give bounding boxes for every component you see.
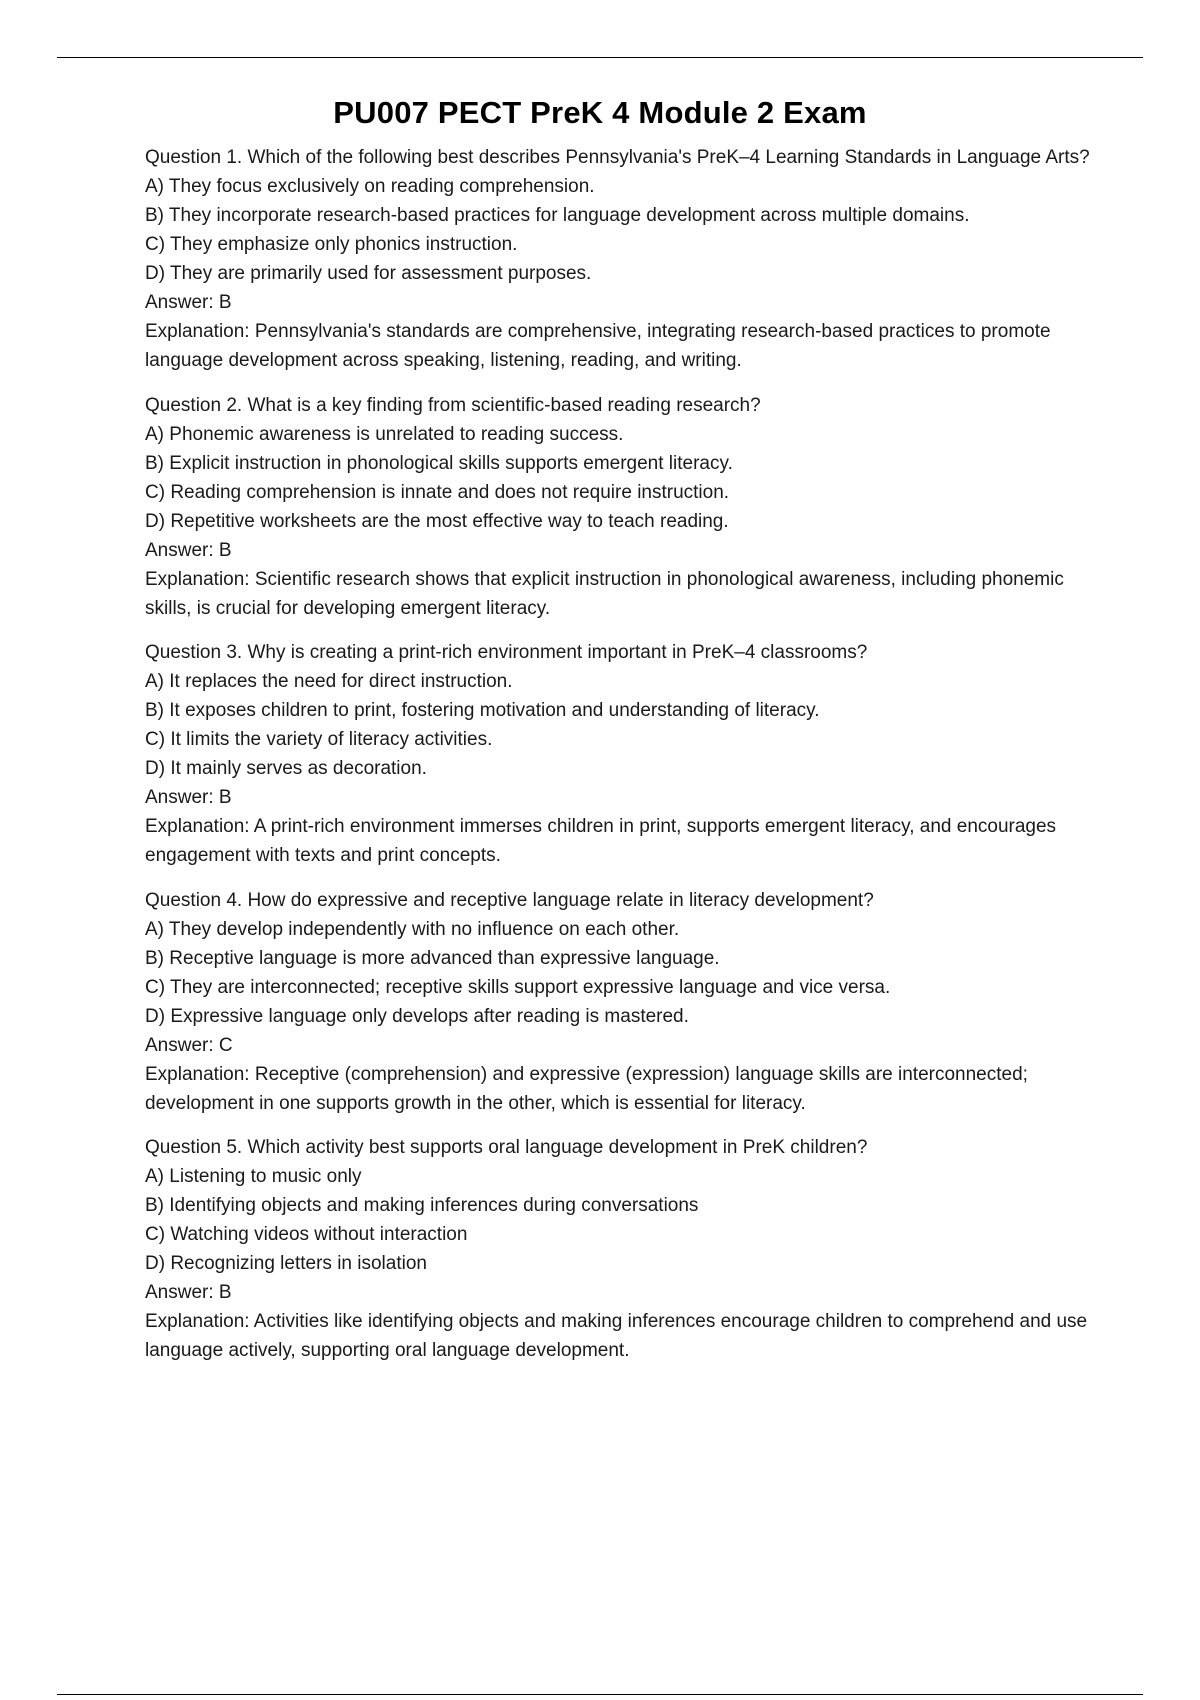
option-c: C) Watching videos without interaction	[145, 1224, 468, 1245]
option-d: D) They are primarily used for assessment purposes.	[145, 263, 592, 284]
option-b: B) Receptive language is more advanced than expressive language.	[145, 947, 720, 969]
option-a: A) Phonemic awareness is unrelated to reading success.	[145, 423, 624, 445]
answer-line: Answer: C	[145, 1034, 233, 1056]
option-a: A) It replaces the need for direct instruction.	[145, 671, 513, 692]
question-block-5	[145, 1133, 1095, 1365]
explanation-text: Explanation: Scientific research shows that explicit instruction in phonological awareness, including phonemic skills, is crucial for developing emergent literacy.	[145, 568, 1064, 619]
option-b: B) They incorporate research-based practices for language development across multiple domains.	[145, 205, 970, 226]
option-c: C) They emphasize only phonics instruction.	[145, 234, 518, 255]
option-c: C) Reading comprehension is innate and does not require instruction.	[145, 481, 730, 503]
question-text: Question 5. Which activity best supports oral language development in PreK children?	[145, 1137, 868, 1158]
option-b: B) Explicit instruction in phonological skills supports emergent literacy.	[145, 452, 733, 474]
question-text: Question 4. How do expressive and receptive language relate in literacy development?	[145, 889, 874, 911]
page-title: PU007 PECT PreK 4 Module 2 Exam	[333, 94, 867, 130]
question-text: Question 2. What is a key finding from scientific-based reading research?	[145, 394, 761, 416]
explanation-text: Explanation: Receptive (comprehension) and expressive (expression) language skills are interconnected; development in one supports growth in the other, which is essential for literacy.	[145, 1063, 1028, 1114]
question-list	[145, 143, 1095, 1381]
option-c: C) They are interconnected; receptive skills support expressive language and vice versa.	[145, 976, 891, 998]
question-block-2	[145, 391, 1095, 623]
explanation-text: Explanation: Activities like identifying objects and making inferences encourage children to comprehend and use language actively, supporting oral language development.	[145, 1311, 1088, 1361]
question-block-4	[145, 886, 1095, 1118]
question-block-3	[145, 638, 1095, 870]
option-d: D) It mainly serves as decoration.	[145, 758, 427, 779]
option-d: D) Repetitive worksheets are the most effective way to teach reading.	[145, 510, 729, 532]
question-text: Question 1. Which of the following best describes Pennsylvania's PreK–4 Learning Standards in Language Arts?	[145, 147, 1090, 168]
option-b: B) It exposes children to print, fostering motivation and understanding of literacy.	[145, 700, 820, 721]
option-c: C) It limits the variety of literacy activities.	[145, 729, 493, 750]
option-b: B) Identifying objects and making inferences during conversations	[145, 1195, 699, 1216]
option-a: A) Listening to music only	[145, 1166, 362, 1187]
option-a: A) They focus exclusively on reading comprehension.	[145, 176, 595, 197]
top-rule	[57, 57, 1143, 58]
question-text: Question 3. Why is creating a print-rich environment important in PreK–4 classrooms?	[145, 642, 868, 663]
option-d: D) Expressive language only develops after reading is mastered.	[145, 1005, 689, 1027]
question-block-1	[145, 143, 1095, 375]
answer-line: Answer: B	[145, 292, 232, 313]
bottom-rule	[57, 1694, 1143, 1695]
option-a: A) They develop independently with no influence on each other.	[145, 918, 680, 940]
option-d: D) Recognizing letters in isolation	[145, 1253, 427, 1274]
answer-line: Answer: B	[145, 539, 232, 561]
answer-line: Answer: B	[145, 787, 232, 808]
answer-line: Answer: B	[145, 1282, 232, 1303]
explanation-text: Explanation: A print-rich environment immerses children in print, supports emergent literacy, and encourages engagement with texts and print concepts.	[145, 816, 1057, 866]
explanation-text: Explanation: Pennsylvania's standards are comprehensive, integrating research-based practices to promote language development across speaking, listening, reading, and writing.	[145, 321, 1051, 371]
